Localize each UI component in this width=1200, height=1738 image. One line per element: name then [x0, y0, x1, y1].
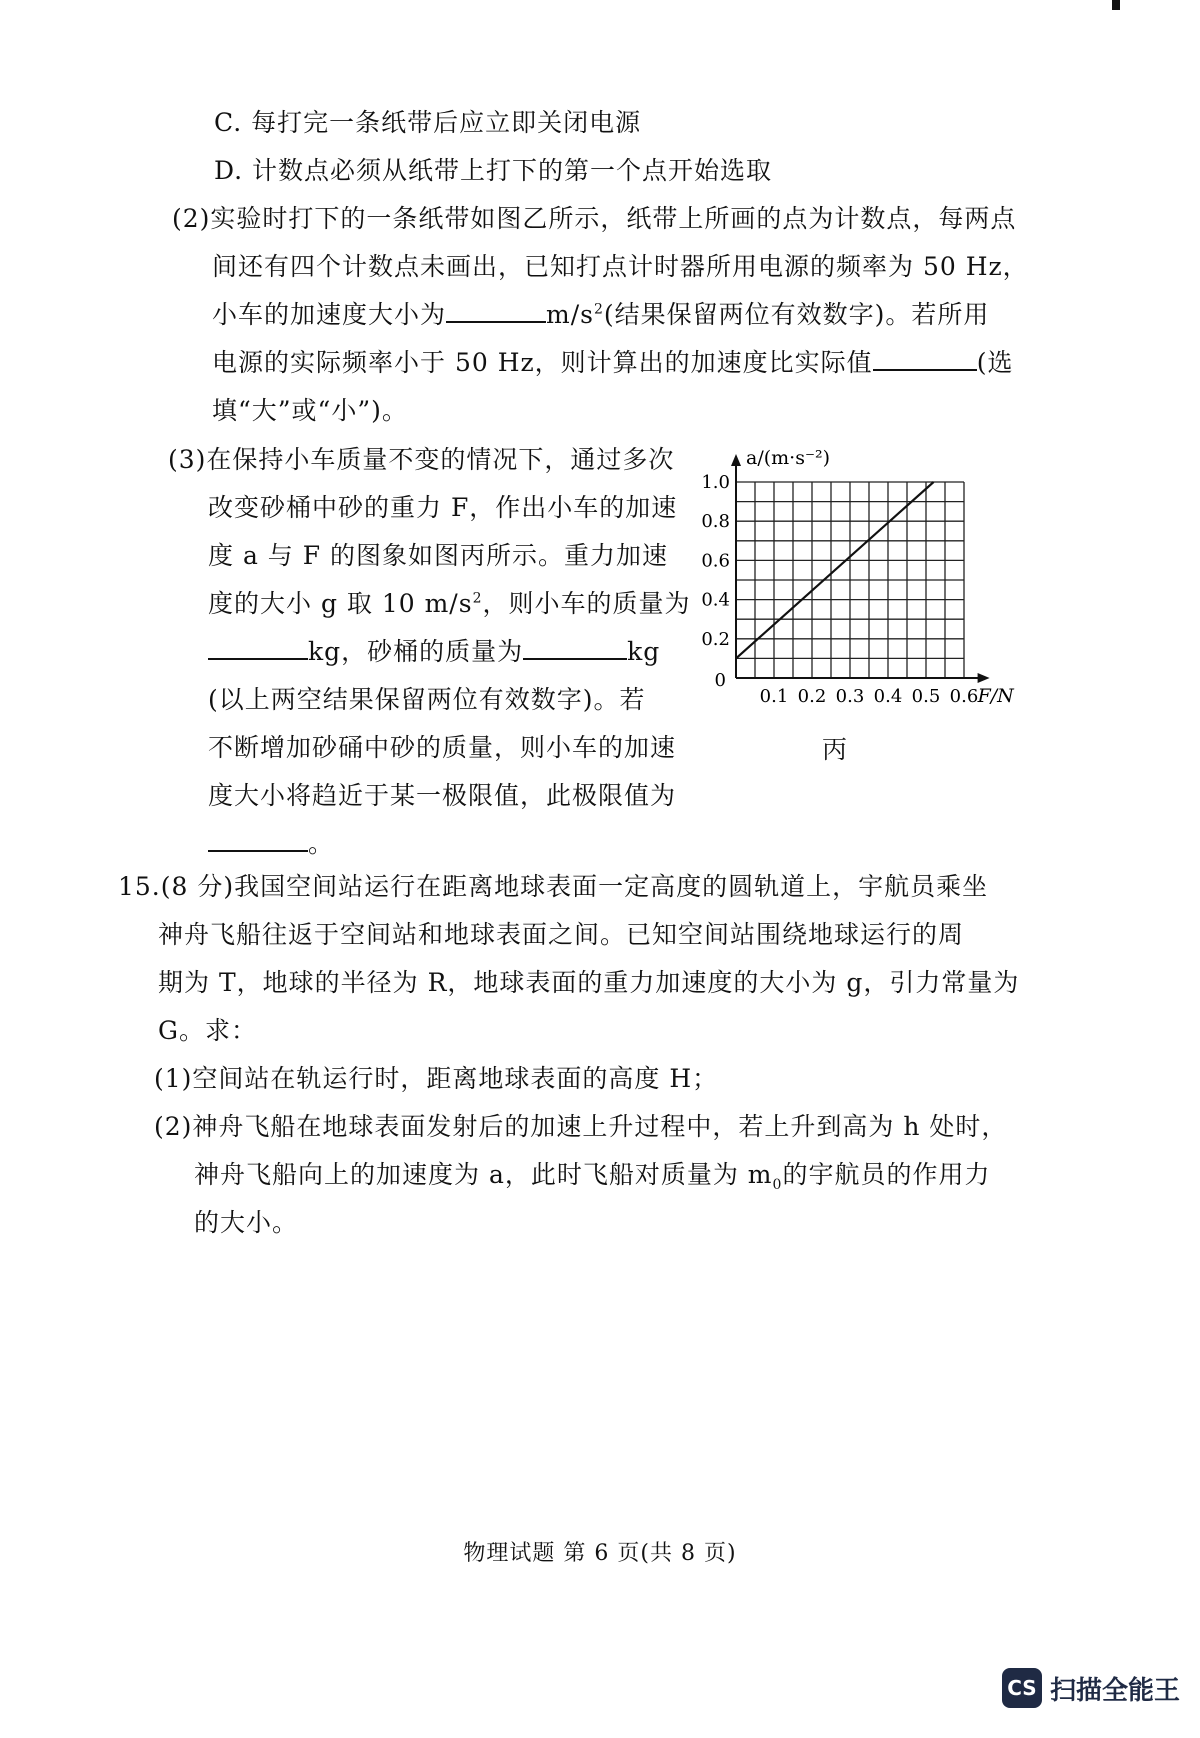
- part2-line2: 间还有四个计数点未画出，已知打点计时器所用电源的频率为 50 Hz，: [212, 252, 1029, 281]
- part2-line5: 填“大”或“小”)。: [212, 396, 408, 425]
- a-f-graph: [680, 430, 1020, 730]
- part3-line5-unit: kg: [627, 637, 661, 666]
- part2-line1: (2)实验时打下的一条纸带如图乙所示，纸带上所画的点为计数点，每两点: [172, 204, 1017, 233]
- x-tick-label: 0.5: [911, 686, 941, 707]
- part3-line5: [208, 635, 660, 669]
- q15-line1: 15.(8 分)我国空间站运行在距离地球表面一定高度的圆轨道上，宇航员乘坐: [118, 872, 989, 901]
- a-f-line: [736, 482, 934, 658]
- q15-line2: 神舟飞船往返于空间站和地球表面之间。已知空间站围绕地球运行的周: [158, 920, 965, 949]
- part2-line3-text: 小车的加速度大小为: [212, 300, 447, 329]
- part3-line5-text: kg，砂桶的质量为: [308, 637, 524, 666]
- x-axis-arrow: [978, 673, 990, 683]
- q15-sub2-line2-sub: 0: [772, 1177, 783, 1193]
- part3-line4-text: 度的大小 g 取 10 m/s: [208, 589, 473, 618]
- page-corner-mark: [1112, 0, 1120, 10]
- part3-line1: (3)在保持小车质量不变的情况下，通过多次: [168, 445, 675, 474]
- part2-line4-text: 电源的实际频率小于 50 Hz，则计算出的加速度比实际值: [212, 348, 873, 377]
- part2-line3-tail: (结果保留两位有效数字)。若所用: [603, 300, 990, 329]
- part3-line8: 度大小将趋近于某一极限值，此极限值为: [208, 781, 677, 810]
- answer-blank-compare[interactable]: [873, 347, 977, 371]
- q15-sub2-line2: [194, 1158, 990, 1192]
- answer-blank-car-mass[interactable]: [208, 636, 308, 660]
- brand-logo: CS: [1002, 1668, 1042, 1708]
- part3-line4-tail: ，则小车的质量为: [482, 589, 691, 618]
- q15-sub2-line2-text: 神舟飞船向上的加速度为 a，此时飞船对质量为 m: [194, 1160, 773, 1189]
- q15-line4: G。求：: [158, 1016, 257, 1045]
- q15-sub1: (1)空间站在轨运行时，距离地球表面的高度 H；: [154, 1064, 719, 1093]
- part3-line6: (以上两空结果保留两位有效数字)。若: [208, 685, 646, 714]
- option-c: C. 每打完一条纸带后应立即关闭电源: [214, 108, 642, 137]
- y-axis-label: a/(m·s⁻²): [746, 447, 831, 469]
- y-tick-label: 0.2: [701, 628, 730, 650]
- part2-line4: [212, 346, 1013, 380]
- chart-caption: 丙: [822, 735, 848, 764]
- origin-label: 0: [714, 670, 726, 691]
- y-tick-label: 0.6: [701, 550, 730, 572]
- y-tick-label: 0.8: [701, 511, 730, 533]
- answer-blank-acceleration[interactable]: [446, 299, 546, 323]
- x-tick-label: 0.4: [873, 686, 903, 707]
- y-tick-label: 1.0: [701, 472, 730, 493]
- unit-sup: 2: [593, 301, 604, 318]
- part2-line4-tail: (选: [976, 348, 1014, 377]
- q15-line3: 期为 T，地球的半径为 R，地球表面的重力加速度的大小为 g，引力常量为: [158, 968, 1020, 997]
- x-axis-label: F/N: [977, 685, 1014, 707]
- part3-line9-end: 。: [308, 829, 335, 858]
- part3-line3: 度 a 与 F 的图象如图丙所示。重力加速: [208, 541, 669, 570]
- x-tick-label: 0.6: [949, 686, 979, 707]
- part2-line3: [212, 298, 989, 332]
- q15-sub2-line2-tail: 的宇航员的作用力: [782, 1160, 991, 1189]
- part3-line7: 不断增加砂硧中砂的质量，则小车的加速: [208, 733, 677, 762]
- x-tick-label: 0.2: [797, 686, 827, 707]
- y-axis-arrow: [731, 454, 741, 466]
- scanner-brand: [1002, 1668, 1180, 1708]
- brand-text: 扫描全能王: [1049, 1675, 1180, 1706]
- answer-blank-limit[interactable]: [208, 828, 308, 852]
- answer-blank-bucket-mass[interactable]: [523, 636, 627, 660]
- unit-mps: m/s: [546, 300, 594, 329]
- x-tick-label: 0.1: [759, 686, 789, 707]
- q15-sub2-line1: (2)神舟飞船在地球表面发射后的加速上升过程中，若上升到高为 h 处时，: [154, 1112, 1008, 1141]
- x-tick-label: 0.3: [835, 686, 865, 707]
- y-tick-label: 0.4: [701, 589, 730, 611]
- part3-line2: 改变砂桶中砂的重力 F，作出小车的加速: [208, 493, 678, 522]
- part3-line4: [208, 587, 691, 621]
- part3-line9: [208, 827, 334, 861]
- part3-line4-sup: 2: [472, 590, 483, 607]
- page-footer: 物理试题 第 6 页(共 8 页): [463, 1541, 737, 1566]
- option-d: D. 计数点必须从纸带上打下的第一个点开始选取: [214, 156, 773, 185]
- q15-sub2-line3: 的大小。: [194, 1208, 299, 1237]
